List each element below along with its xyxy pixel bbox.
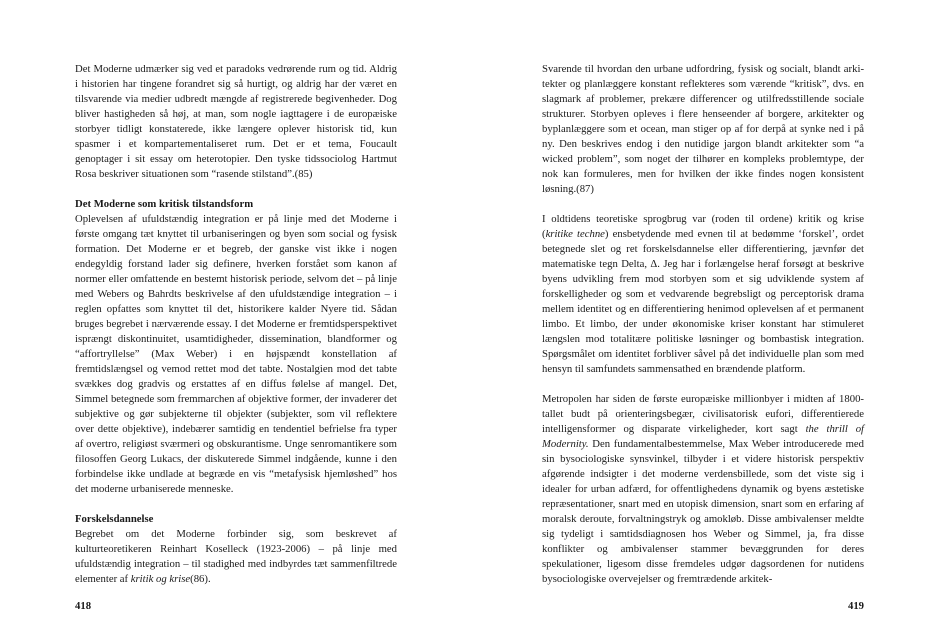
body-text: I oldtidens teoretiske sprogbrug var (roden til ordene) kritik og krise ( <box>542 213 864 240</box>
right-paragraph-3 <box>542 392 864 587</box>
left-page <box>75 0 397 614</box>
left-page-text <box>75 62 397 587</box>
right-paragraph-2 <box>542 212 864 377</box>
section-heading: Forskelsdannelse <box>75 513 154 525</box>
page-number-left: 418 <box>75 600 92 612</box>
left-paragraph-1: Det Moderne udmærker sig ved et paradoks vedrørende rum og tid. Aldrig i historien har tingene forandret sig så hurtigt, og aldrig har der været en tilsvarende via medier udbredt mængde af registrerede begivenheder. Dog bliver hastigheden så høj, at man, som nogle iagttagere i de europæiske storbyer tidligt konstaterede, ikke længere oplever historisk tid, kun spasmer i et kompartementaliseret rum. Det er et tema, Foucault genoptager i sit essay om heterotopier. Den tyske tidssociolog Hartmut Rosa beskriver situationen som “rasende stilstand”.(85) <box>75 63 397 180</box>
right-paragraph-1: Svarende til hvordan den urbane udfordring, fysisk og socialt, blandt arkitekter og planlæggere konstant reflekteres som værende “kritisk”, dvs. en slagmark af problemer, prekære differencer og utilfredsstillende sociale strukturer. Storbyen opleves i flere henseender af borgere, arkitekter og byplanlæggere som et ocean, man stiger op af for derpå at synke ned i på ny. Den beskrives endog i den nutidige jargon blandt arkitekter som “a wicked problem”, som noget der tilhører en kompleks problemtype, der nok kan formuleres, men for hvilken der ikke findes nogen konsistent løsning.(87) <box>542 63 864 195</box>
italic-term: kritik og krise <box>130 573 191 585</box>
page-number-right: 419 <box>847 600 864 612</box>
italic-term: the thrill of Modernity. <box>542 423 865 450</box>
body-text: Begrebet om det Moderne forbinder sig, som beskrevet af kulturteoretikeren Reinhart Koselleck (1923-2006) – på linje med ufuldstændig integration – til stadighed med indbyrdes tæt sammenfiltrede elementer af <box>75 528 397 585</box>
section-heading: Det Moderne som kritisk tilstandsform <box>75 198 254 210</box>
footnote-ref: (86). <box>190 573 211 585</box>
section-forskelsdannelse <box>75 512 397 587</box>
italic-term: kritike techne <box>545 228 605 240</box>
body-text: Den fundamentalbestemmelse, Max Weber introducerede med sin bysociologiske synsvinkel, tilbyder i et videre historisk perspektiv afgørende indsigter i det moderne verdensbillede, som det viste sig i idealer for urban adfærd, for offentlighedens dynamik og byens æstetiske repræsentationer, snart med en utopisk dimension, snart som en erfaring af moralsk deroute, forvaltningstryk og amokløb. Disse ambivalenser meldte sig tydeligt i samtidsdiagnosen hos Weber og Simmel, ja, fra disse konflikter og ambivalenser stammer bevæggrunden for deres spekulationer, ligesom disse fremdeles udgør dagsordenen for nutidens bysociologiske overvejelser og fremtrædende arkitek- <box>542 438 864 585</box>
section-body <box>75 527 397 587</box>
right-page-text <box>542 62 864 587</box>
right-page <box>542 0 864 614</box>
body-text: ) ensbetydende med evnen til at bedømme ‘forskel’, ordet betegnede slet og ret forskelsdannelse eller differentiering, jævnfør det matematiske tegn Delta, Δ. Jeg har i forlængelse heraf forsøgt at beskrive byens udvikling frem mod storbyen som et sig udviklende system af forskelligheder og som et vedvarende begrebsligt og perceptorisk drama mellem identitet og en differentiering henimod oplevelsen af et permanent limbo. Et limbo, der under økonomiske kriser konstant har stimuleret længslen mod totalitære politiske løsninger og bombastisk integration. Spørgsmålet om identitet forbliver såvel på det individuelle plan som med hensyn til samfundets sammensathed en brændende platform. <box>542 228 864 375</box>
section-kritisk-tilstandsform <box>75 197 397 497</box>
body-text: Metropolen har siden de første europæiske millionbyer i midten af 1800-tallet budt på orienteringsbegær, civilisatorisk eufori, differentierede intelligensformer og disparate virkeligheder, kort sagt <box>542 393 864 435</box>
section-body: Oplevelsen af ufuldstændig integration er på linje med det Moderne i første omgang tæt knyttet til urbaniseringen og byen som social og fysisk formation. Det Moderne er et begreb, der ganske vist ikke i nogen endegyldig forstand lader sig definere, hverken forstået som kanon af normer eller omfattende en bestemt historisk periode, selvom det – på linje med Webers og Bahrdts beskrivelse af den ufuldstændige integration – i reglen opfattes som knyttet til det, historikere kalder Nyere tid. Sådan bruges begrebet i nærværende essay. I det Moderne er fremtidsperspektivet isprængt diskontinuitet, usamtidigheder, dissemination, blandformer og “affortryllelse” (Max Weber) i en højspændt konstellation af fremtidslængsel og vemod rettet mod det tabte. Nostalgien mod det tabte svækkes dog gradvis og erstattes af en diffus følelse af mangel. Det, Simmel betegnede som fremmarchen af objektive former, der invaderer det subjektive og gør subjekterne til objekter (subjekter, som vil reflektere over dette objektive), indebærer samtidig en tendentiel befrielse fra typer af overtro, religiøst sværmeri og obskurantisme. Unge senromantikere som filosoffen Georg Lukacs, der diskuterede Simmel indgående, kunne i den forbindelse ikke undlade at begræde en vis “metafysisk hjemløshed” hos det moderne urbaniserede menneske. <box>75 213 397 495</box>
